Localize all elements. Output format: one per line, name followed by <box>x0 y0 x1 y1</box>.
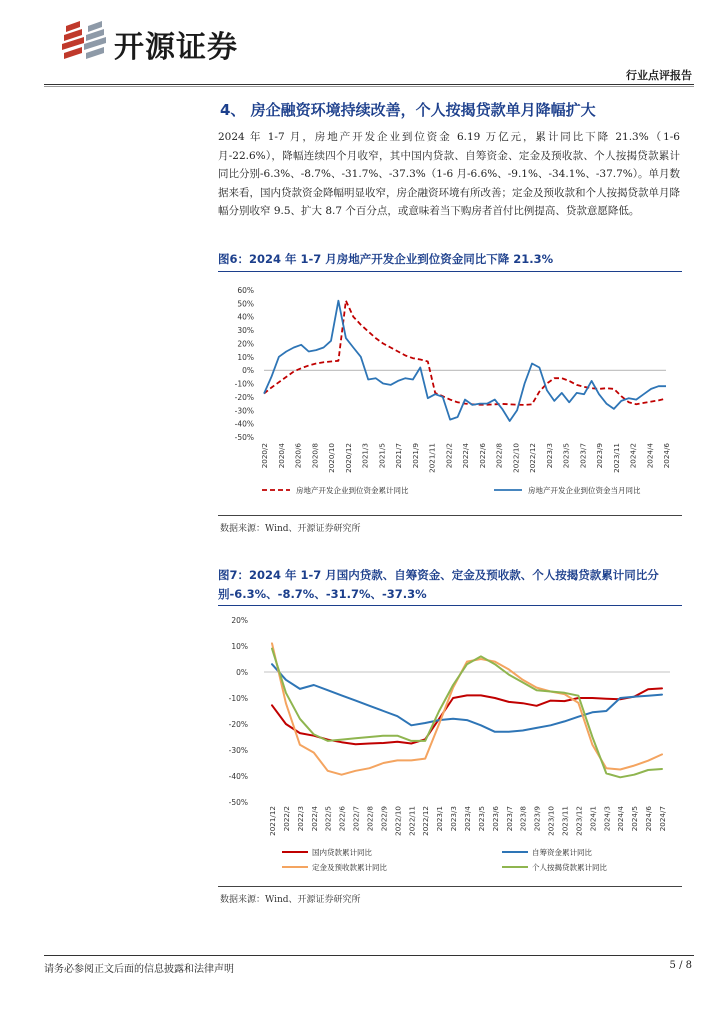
y-tick-label: -10% <box>234 379 254 389</box>
x-tick-label: 2022/6 <box>477 443 487 469</box>
y-tick-label: -40% <box>234 419 254 429</box>
x-tick-label: 2020/6 <box>293 443 303 469</box>
y-tick-label: 0% <box>242 366 254 376</box>
x-tick-label: 2022/8 <box>365 806 375 832</box>
figure7-source: 数据来源：Wind、开源证券研究所 <box>220 895 361 905</box>
x-tick-label: 2022/4 <box>461 443 470 469</box>
y-tick-label: 20% <box>231 616 248 625</box>
x-tick-label: 2023/1 <box>435 806 445 832</box>
y-tick-label: 10% <box>237 352 254 362</box>
y-tick-label: -50% <box>228 798 248 807</box>
x-tick-label: 2022/3 <box>295 806 305 832</box>
y-tick-label: 40% <box>237 312 254 322</box>
x-tick-label: 2020/12 <box>343 443 353 473</box>
x-tick-label: 2022/5 <box>323 806 333 832</box>
x-tick-label: 2021/9 <box>410 443 420 469</box>
x-tick-label: 2021/12 <box>268 806 277 836</box>
x-tick-label: 2023/7 <box>504 806 514 832</box>
y-tick-label: 60% <box>237 286 254 295</box>
x-tick-label: 2022/2 <box>281 806 291 832</box>
y-tick-label: -40% <box>228 772 248 781</box>
y-tick-label: -20% <box>234 392 254 402</box>
x-tick-label: 2024/1 <box>588 806 598 832</box>
series-domestic-loans-line <box>272 688 662 744</box>
figure7-title: 图7：2024 年 1-7 月国内贷款、自筹资金、定金及预收款、个人按揭贷款累计同比分别-6.3%、-8.7%、-31.7%、-37.3% <box>218 568 659 601</box>
x-tick-label: 2022/7 <box>351 806 361 832</box>
x-tick-label: 2024/2 <box>628 443 638 469</box>
x-tick-label: 2023/4 <box>463 806 472 832</box>
x-tick-label: 2022/10 <box>393 806 403 836</box>
y-tick-label: -50% <box>234 433 254 442</box>
x-tick-label: 2020/10 <box>327 443 336 473</box>
footer-rule <box>44 955 694 956</box>
x-tick-label: 2024/5 <box>630 806 640 832</box>
figure6-title: 图6：2024 年 1-7 月房地产开发企业到位资金同比下降 21.3% <box>218 252 554 266</box>
y-tick-label: 20% <box>237 339 254 349</box>
x-tick-label: 2024/6 <box>662 443 671 469</box>
figure6-chart <box>218 276 682 506</box>
x-tick-label: 2022/4 <box>309 806 319 832</box>
report-type-label: 行业点评报告 <box>626 69 692 82</box>
legend-label: 国内贷款累计同比 <box>312 848 372 857</box>
x-tick-label: 2023/8 <box>518 806 528 832</box>
figure7-bottom-rule <box>218 886 682 887</box>
figure7-top-rule <box>218 605 682 606</box>
x-tick-label: 2023/5 <box>561 443 571 469</box>
body-paragraph: 2024 年 1-7 月，房地产开发企业到位资金 6.19 万亿元，累计同比下降 21.3%（1-6 月-22.6%），降幅连续四个月收窄，其中国内贷款、自筹资金、定金及预收款、个人按揭贷款累计同比分别-6.3%、-8.7%、-31.7%、-37.3%（1-6 月-6.6%、-9.1%、-34.1%、-37.7%）。单月数据来看，国内贷款资金降幅明显收窄，房企融资环境有所改善；定金及预收款和个人按揭贷款单月降幅分别收窄 9.5、扩大 8.7 个百分点，或意味着当下购房者首付比例提高、贷款意愿降低。 <box>218 131 681 217</box>
figure6-source: 数据来源：Wind、开源证券研究所 <box>220 524 361 534</box>
legend-label: 房地产开发企业到位资金累计同比 <box>296 486 409 495</box>
x-tick-label: 2023/6 <box>490 806 500 832</box>
x-tick-label: 2022/9 <box>379 806 389 832</box>
figure6-bottom-rule <box>218 515 682 516</box>
x-tick-label: 2024/4 <box>645 443 655 469</box>
x-tick-label: 2023/11 <box>611 443 621 473</box>
legend-label: 个人按揭贷款累计同比 <box>532 863 607 872</box>
x-tick-label: 2021/3 <box>360 443 370 469</box>
y-tick-label: -30% <box>228 746 248 755</box>
footer-disclaimer: 请务必参阅正文后面的信息披露和法律声明 <box>44 964 234 975</box>
series-mortgage-loans-line <box>272 649 662 778</box>
x-tick-label: 2021/11 <box>427 443 437 473</box>
x-tick-label: 2024/3 <box>602 806 612 832</box>
x-tick-label: 2023/3 <box>449 806 459 832</box>
x-tick-label: 2021/5 <box>377 443 387 469</box>
x-tick-label: 2020/4 <box>276 443 286 469</box>
y-tick-label: -20% <box>228 720 248 729</box>
x-tick-label: 2020/8 <box>310 443 320 469</box>
header-rule <box>44 84 694 85</box>
x-tick-label: 2022/6 <box>337 806 347 832</box>
y-tick-label: 50% <box>237 299 254 309</box>
x-tick-label: 2024/7 <box>658 806 667 832</box>
x-tick-label: 2020/2 <box>260 443 269 469</box>
y-tick-label: 30% <box>237 326 254 336</box>
header-rule-thin <box>44 86 694 87</box>
logo-text: 开源证券 <box>114 30 238 65</box>
legend-label: 定金及预收款累计同比 <box>312 863 387 872</box>
x-tick-label: 2022/8 <box>494 443 504 469</box>
figure7-chart <box>218 610 682 880</box>
x-tick-label: 2023/5 <box>476 806 486 832</box>
y-tick-label: 10% <box>231 642 248 651</box>
y-tick-label: -10% <box>228 694 248 703</box>
x-tick-label: 2022/10 <box>511 443 521 473</box>
series-cumulative-yoy-line <box>264 301 666 405</box>
x-tick-label: 2023/9 <box>532 806 542 832</box>
page-number: 5 / 8 <box>669 960 692 971</box>
legend-label: 自筹资金累计同比 <box>532 848 592 857</box>
y-tick-label: -30% <box>234 406 254 416</box>
x-tick-label: 2021/7 <box>394 443 403 469</box>
x-tick-label: 2022/11 <box>407 806 417 836</box>
x-tick-label: 2024/4 <box>616 806 626 832</box>
y-tick-label: 0% <box>236 668 248 677</box>
x-tick-label: 2023/12 <box>574 806 584 836</box>
x-tick-label: 2024/6 <box>644 806 654 832</box>
x-tick-label: 2022/12 <box>421 806 431 836</box>
x-tick-label: 2023/11 <box>560 806 570 836</box>
x-tick-label: 2023/3 <box>544 443 554 469</box>
x-tick-label: 2022/12 <box>528 443 537 473</box>
legend-label: 房地产开发企业到位资金当月同比 <box>528 486 641 495</box>
logo-mark-icon <box>62 21 106 59</box>
section-title: 4、 房企融资环境持续改善，个人按揭贷款单月降幅扩大 <box>220 101 596 119</box>
x-tick-label: 2022/2 <box>444 443 454 469</box>
x-tick-label: 2023/10 <box>546 806 556 836</box>
x-tick-label: 2023/9 <box>595 443 604 469</box>
figure6-top-rule <box>218 271 682 272</box>
x-tick-label: 2023/7 <box>578 443 588 469</box>
